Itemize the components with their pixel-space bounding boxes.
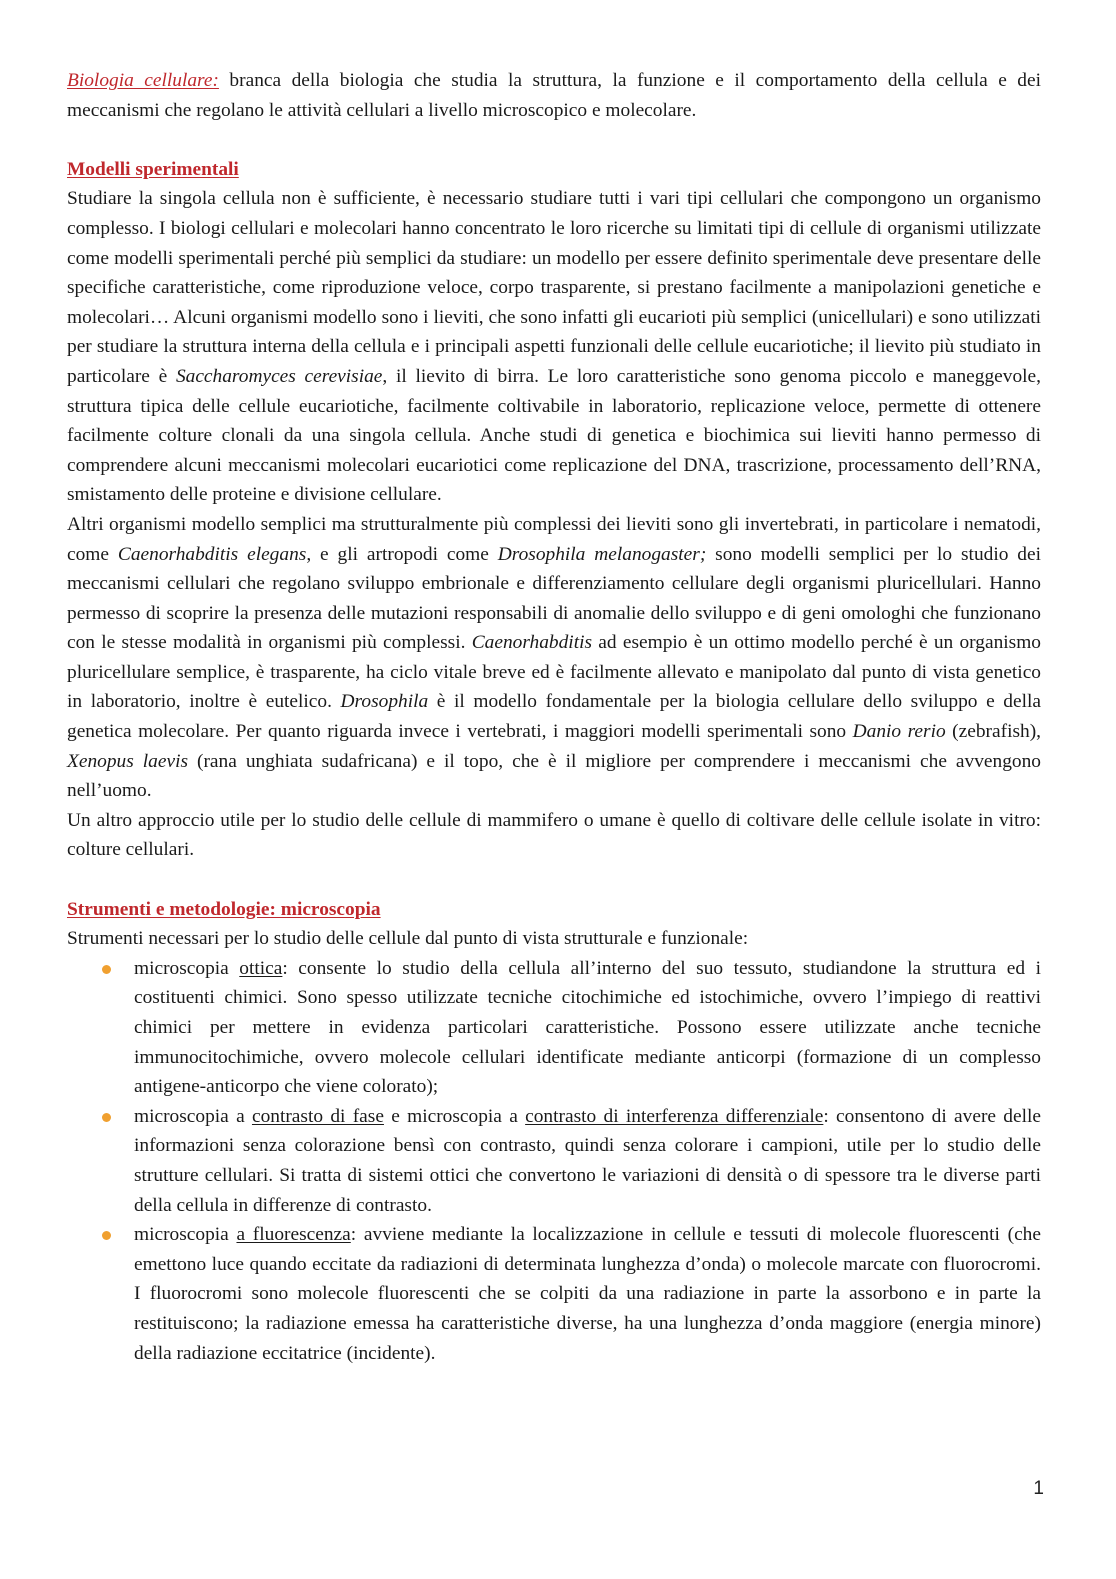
- species-name: Caenorhabditis elegans: [117, 543, 307, 565]
- page-number: 1: [1033, 1478, 1044, 1499]
- paragraph-strumenti-lead: Strumenti necessari per lo studio delle cellule dal punto di vista strutturale e funzionale:: [67, 928, 749, 950]
- underlined-term: ottica: [239, 957, 283, 979]
- text-run: (zebrafish),: [945, 721, 1041, 743]
- intro-paragraph: [67, 66, 1041, 125]
- intro-term: Biologia cellulare:: [67, 70, 219, 91]
- underlined-term: contrasto di interferenza differenziale: [525, 1105, 824, 1127]
- species-name: Xenopus laevis: [67, 750, 189, 772]
- text-run: ad esempio è un ottimo modello perché è un organismo pluricellulare semplice, è trasparente, ha ciclo vitale breve ed è facilmente allevato e manipolato dal punto di vista genetico in laboratorio, inoltre è eutelico.: [67, 632, 1041, 713]
- list-item-contrasto: [134, 1102, 1041, 1220]
- heading-microscopia-text: Strumenti e metodologie: microscopia: [67, 898, 381, 920]
- text-run: microscopia: [134, 1224, 237, 1246]
- bullet-dot-icon: [102, 1231, 111, 1240]
- section-heading-microscopia: [67, 895, 1041, 925]
- text-run: (rana unghiata sudafricana) e il topo, che è il migliore per comprendere i meccanismi che avvengono nell’uomo.: [67, 750, 1042, 802]
- document-page: [67, 66, 1041, 1368]
- text-run: microscopia a: [134, 1105, 252, 1127]
- text-run: , e gli artropodi come: [306, 543, 498, 565]
- paragraph-invertebrati: [67, 510, 1041, 806]
- text-run: è il modello fondamentale per la biologia cellulare dello sviluppo e della genetica molecolare. Per quanto riguarda invece i vertebrati, i maggiori modelli sperimentali sono: [67, 691, 1041, 743]
- microscopy-list: [67, 954, 1041, 1368]
- paragraph-lieviti: [67, 184, 1041, 510]
- bullet-dot-icon: [102, 965, 111, 974]
- text-run: microscopia: [134, 957, 240, 979]
- heading-modelli-text: Modelli sperimentali: [67, 158, 239, 180]
- text-run: : avviene mediante la localizzazione in cellule e tessuti di molecole fluorescenti (che emettono luce quando eccitate da radiazioni di determinata lunghezza d’onda) o molecole marcate con fluorocromi. I fluorocromi sono molecole fluorescenti che se colpiti da una radiazione in parte la assorbono e in parte la restituiscono; la radiazione emessa ha caratteristiche diverse, ha una lunghezza d’onda maggiore (energia minore) della radiazione eccitatrice (incidente).: [134, 1224, 1041, 1364]
- spacer: [67, 125, 1041, 155]
- bullet-dot-icon: [102, 1113, 111, 1122]
- text-run: : consentono di avere delle informazioni senza colorazione bensì con contrasto, quindi senza colorare i campioni, utile per lo studio delle strutture cellulari. Si tratta di sistemi ottici che convertono le variazioni di densità o di spessore tra le diverse parti della cellula in differenze di contrasto.: [134, 1105, 1041, 1216]
- text-run: sono modelli semplici per lo studio dei meccanismi cellulari che regolano sviluppo embrionale e differenziamento cellulare degli organismi pluricellulari. Hanno permesso di scoprire la presenza delle mutazioni responsabili di anomalie dello sviluppo e di geni omologhi che funzionano con le stesse modalità in organismi più complessi.: [67, 543, 1041, 654]
- paragraph-colture: Un altro approccio utile per lo studio delle cellule di mammifero o umane è quello di coltivare delle cellule isolate in vitro: colture cellulari.: [67, 809, 1041, 861]
- list-item-ottica: [134, 954, 1041, 1102]
- text-run: Studiare la singola cellula non è sufficiente, è necessario studiare tutti i vari tipi cellulari che compongono un organismo complesso. I biologi cellulari e molecolari hanno concentrato le loro ricerche su limitati tipi di cellule di organismi utilizzate come modelli sperimentali perché più semplici da studiare: un modello per essere definito sperimentale deve presentare delle specifiche caratteristiche, come riproduzione veloce, corpo trasparente, si prestano facilmente a manipolazioni genetiche e molecolari… Alcuni organismi modello sono i lieviti, che sono infatti gli eucarioti più semplici (unicellulari) e sono utilizzati per studiare la struttura interna della cellula e i principali aspetti funzionali delle cellule eucariotiche; il lievito più studiato in particolare è: [67, 188, 1041, 387]
- species-name: Caenorhabditis: [471, 632, 593, 654]
- text-run: Altri organismi modello semplici ma strutturalmente più complessi dei lieviti sono gli invertebrati, in particolare i nematodi, come: [67, 513, 1041, 565]
- section-heading-modelli: [67, 155, 1041, 185]
- text-run: : consente lo studio della cellula all’interno del suo tessuto, studiandone la struttura ed i costituenti chimici. Sono spesso utilizzate tecniche citochimiche ed istochimiche, ovvero l’impiego di reattivi chimici per mettere in evidenza particolari caratteristiche. Possono essere utilizzate anche tecniche immunocitochimiche, ovvero molecole cellulari identificate mediante anticorpi (formazione di un complesso antigene-anticorpo che viene colorato);: [134, 957, 1041, 1098]
- species-name: Danio rerio: [852, 721, 946, 743]
- intro-text: branca della biologia che studia la struttura, la funzione e il comportamento della cellula e dei meccanismi che regolano le attività cellulari a livello microscopico e molecolare.: [67, 70, 1041, 121]
- species-name: Drosophila: [340, 691, 429, 713]
- species-name: Saccharomyces cerevisiae: [175, 365, 383, 387]
- underlined-term: a fluorescenza: [236, 1224, 351, 1246]
- text-run: e microscopia a: [383, 1105, 526, 1127]
- list-item-fluorescenza: [134, 1220, 1041, 1368]
- spacer: [67, 865, 1041, 895]
- underlined-term: contrasto di fase: [251, 1105, 384, 1127]
- species-name: Drosophila melanogaster;: [497, 543, 707, 565]
- text-run: , il lievito di birra. Le loro caratteristiche sono genoma piccolo e maneggevole, struttura tipica delle cellule eucariotiche, facilmente coltivabile in laboratorio, replicazione veloce, permette di ottenere facilmente colture clonali da una singola cellula. Anche studi di genetica e biochimica sui lieviti hanno permesso di comprendere alcuni meccanismi molecolari eucariotici come replicazione del DNA, trascrizione, processamento dell’RNA, smistamento delle proteine e divisione cellulare.: [67, 365, 1042, 506]
